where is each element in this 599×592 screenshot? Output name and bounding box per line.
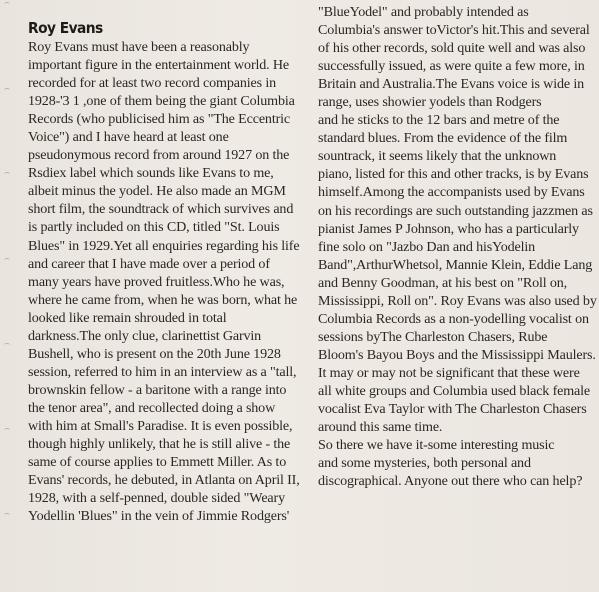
spine-mark: [4, 258, 10, 262]
text-line: So there we have it-some interesting music: [318, 437, 555, 454]
text-line: piano, listed for this and other tracks, is by Evans: [318, 166, 589, 183]
text-line: the tenor area", and recollected doing a show: [28, 399, 276, 416]
text-line: around this same time.: [318, 419, 443, 436]
text-line: standard blues. From the evidence of the film: [318, 130, 568, 147]
spine-mark: [4, 513, 10, 517]
text-line: Yodellin 'Blues" in the vein of Jimmie Rodgers': [28, 508, 290, 525]
text-line: brownskin fellow - a baritone with a range into: [28, 381, 287, 398]
text-line: important figure in the entertainment world. He: [28, 57, 290, 74]
text-line: Rsdiex label which sounds like Evans to me,: [28, 165, 274, 182]
text-line: all white groups and Columbia used black female: [318, 382, 591, 399]
text-line: Mississippi, Roll on". Roy Evans was also used by: [318, 292, 597, 309]
spine-mark: [4, 2, 10, 6]
text-line: successfully issued, as were quite a few more, in: [318, 58, 585, 75]
text-line: and Benny Goodman, at his best on "Roll on,: [318, 274, 568, 291]
text-line: short film, the soundtrack of which survives and: [28, 201, 294, 218]
text-line: Evans' records, he debuted, in Atlanta on April II,: [28, 472, 300, 489]
text-line: 1928, with a self-penned, double sided "Weary: [28, 490, 285, 507]
text-line: darkness.The only clue, clarinettist Garvin: [28, 327, 262, 344]
text-line: vocalist Eva Taylor with The Charleston Chasers: [318, 401, 587, 418]
right-column: [318, 3, 597, 490]
text-line: albeit minus the yodel. He also made an MGM: [28, 183, 286, 200]
text-line: 1928-'3 1 ,one of them being the giant Columbia: [28, 93, 295, 110]
right-column-text: [318, 3, 597, 490]
spine-mark: [4, 428, 10, 432]
text-line: on his recordings are such outstanding jazzmen as: [318, 202, 593, 219]
text-line: recorded for at least two record companies in: [28, 75, 277, 92]
text-line: Records (who publicised him as "The Eccentric: [28, 111, 291, 128]
text-line: Bushell, who is present on the 20th June 1928: [28, 345, 281, 362]
text-line: pianist James P Johnson, who has a particularly: [318, 220, 579, 237]
text-line: Britain and Australia.The Evans voice is wide in: [318, 76, 584, 93]
article-heading: Roy Evans: [28, 19, 103, 37]
text-line: is partly included on this CD, titled "St. Louis: [28, 219, 280, 236]
text-line: sountrack, it seems likely that the unknown: [318, 148, 557, 165]
spine-mark: [4, 172, 10, 176]
text-line: discographical. Anyone out there who can help?: [318, 473, 583, 490]
text-line: Blues" in 1929.Yet all enquiries regarding his life: [28, 237, 300, 254]
text-line: of his other records, sold quite well and was also: [318, 40, 586, 57]
text-line: Bloom's Bayou Boys and the Mississippi Maulers.: [318, 346, 596, 363]
text-line: range, uses showier yodels than Rodgers: [318, 94, 542, 111]
text-line: looked like remain shrouded in total: [28, 309, 227, 326]
text-line: and he sticks to the 12 bars and metre of the: [318, 112, 560, 129]
text-line: Voice") and I have heard at least one: [28, 129, 229, 146]
left-column-text: [28, 38, 308, 525]
text-line: though highly unlikely, that he is still alive - the: [28, 436, 291, 453]
text-line: fine solo on "Jazbo Dan and hisYodelin: [318, 238, 536, 255]
text-line: It may or may not be significant that these were: [318, 364, 580, 381]
text-line: where he came from, when he was born, what he: [28, 291, 298, 308]
text-line: same of course applies to Emmett Miller. As to: [28, 454, 287, 471]
text-line: and career that I have made over a period of: [28, 255, 270, 272]
text-line: Columbia's answer toVictor's hit.This and several: [318, 22, 590, 39]
text-line: himself.Among the accompanists used by Evans: [318, 184, 585, 201]
text-line: "BlueYodel" and probably intended as: [318, 4, 529, 20]
text-line: Roy Evans must have been a reasonably: [28, 39, 250, 55]
spine-mark: [4, 343, 10, 347]
text-line: pseudonymous record from around 1927 on the: [28, 147, 290, 164]
text-line: Band",ArthurWhetsol, Mannie Klein, Eddie Lang: [318, 256, 593, 273]
spine-mark: [4, 88, 10, 92]
text-line: Columbia Records as a non-yodelling vocalist on: [318, 310, 589, 327]
text-line: many years have proved fruitless.Who he was,: [28, 273, 285, 290]
left-column: [28, 19, 308, 525]
text-line: with him at Small's Paradise. It is even possible,: [28, 417, 293, 434]
text-line: session, referred to him in an interview as a "tall,: [28, 363, 297, 380]
text-line: sessions byThe Charleston Chasers, Rube: [318, 328, 548, 345]
text-line: and some mysteries, both personal and: [318, 455, 531, 472]
